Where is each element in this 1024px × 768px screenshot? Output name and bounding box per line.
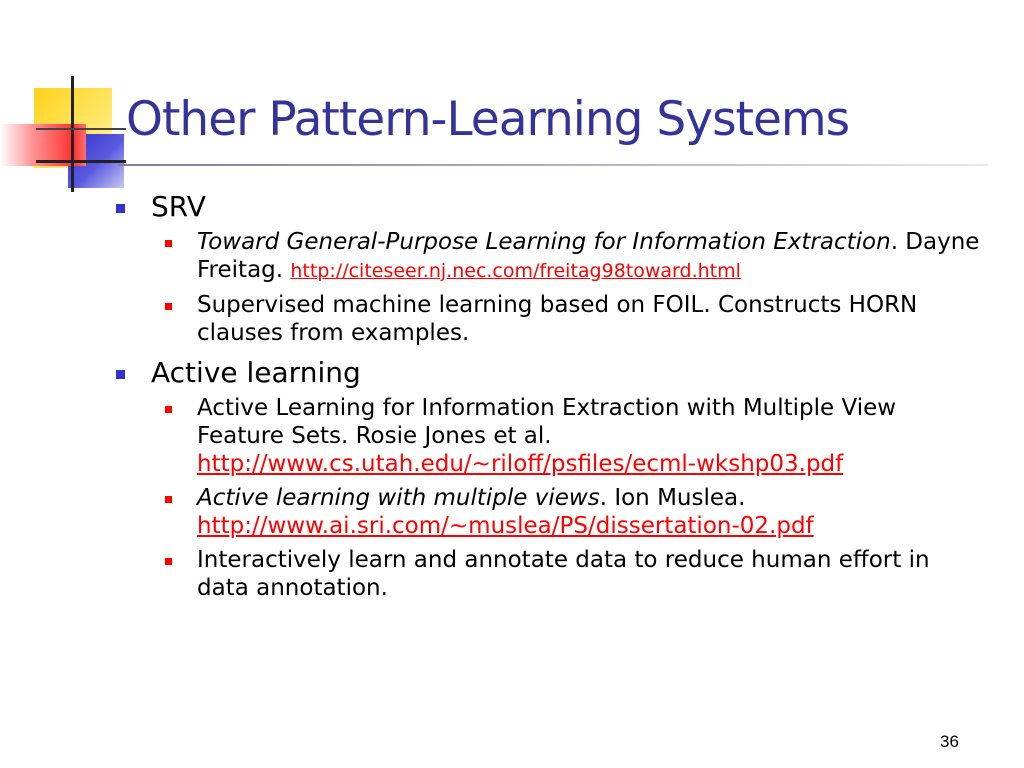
slide-title: Other Pattern-Learning Systems: [126, 92, 850, 147]
sub-bullet-square-icon: [165, 558, 172, 565]
sub-bullet-square-icon: [165, 303, 172, 310]
bullet-label: SRV: [151, 190, 206, 223]
sub-bullet-text: Active Learning for Information Extraction with Multiple View Feature Sets. Rosie Jones et al.: [197, 395, 897, 449]
sub-bullet-list: [151, 394, 982, 602]
deco-horizontal-line-top: [36, 128, 126, 130]
sub-bullet-text: Supervised machine learning based on FOIL. Constructs HORN clauses from examples.: [197, 292, 918, 346]
deco-horizontal-line-bottom: [36, 160, 126, 163]
sub-bullet: [112, 291, 982, 347]
bullet-label: Active learning: [151, 356, 361, 389]
sub-bullet-square-icon: [165, 240, 172, 247]
sub-bullet-text: . Dayne Freitag.: [197, 229, 980, 283]
reference-link[interactable]: http://www.cs.utah.edu/~riloff/psfiles/ecml-wkshp03.pdf: [197, 451, 844, 477]
bullet-srv: [112, 190, 982, 347]
sub-bullet: [112, 394, 982, 478]
reference-link[interactable]: http://www.ai.sri.com/~muslea/PS/dissertation-02.pdf: [197, 513, 814, 539]
bullet-active-learning: [112, 356, 982, 602]
reference-link[interactable]: http://citeseer.nj.nec.com/freitag98toward.html: [290, 260, 741, 282]
sub-bullet-square-icon: [165, 496, 172, 503]
sub-bullet-square-icon: [165, 406, 172, 413]
bullet-list: [112, 190, 982, 608]
sub-bullet: [112, 228, 982, 285]
sub-bullet-text: . Ion Muslea.: [599, 485, 746, 511]
sub-bullet: [112, 484, 982, 540]
sub-bullet: [112, 546, 982, 602]
bullet-square-icon: [116, 370, 125, 379]
sub-bullet-text: Interactively learn and annotate data to reduce human effort in data annotation.: [197, 547, 930, 601]
paper-title: Active learning with multiple views: [197, 485, 600, 511]
page-number: 36: [940, 732, 959, 751]
title-underline: [118, 164, 988, 166]
sub-bullet-list: [151, 228, 982, 347]
bullet-square-icon: [116, 204, 125, 213]
paper-title: Toward General-Purpose Learning for Information Extraction: [197, 229, 891, 255]
deco-vertical-line: [71, 76, 74, 192]
